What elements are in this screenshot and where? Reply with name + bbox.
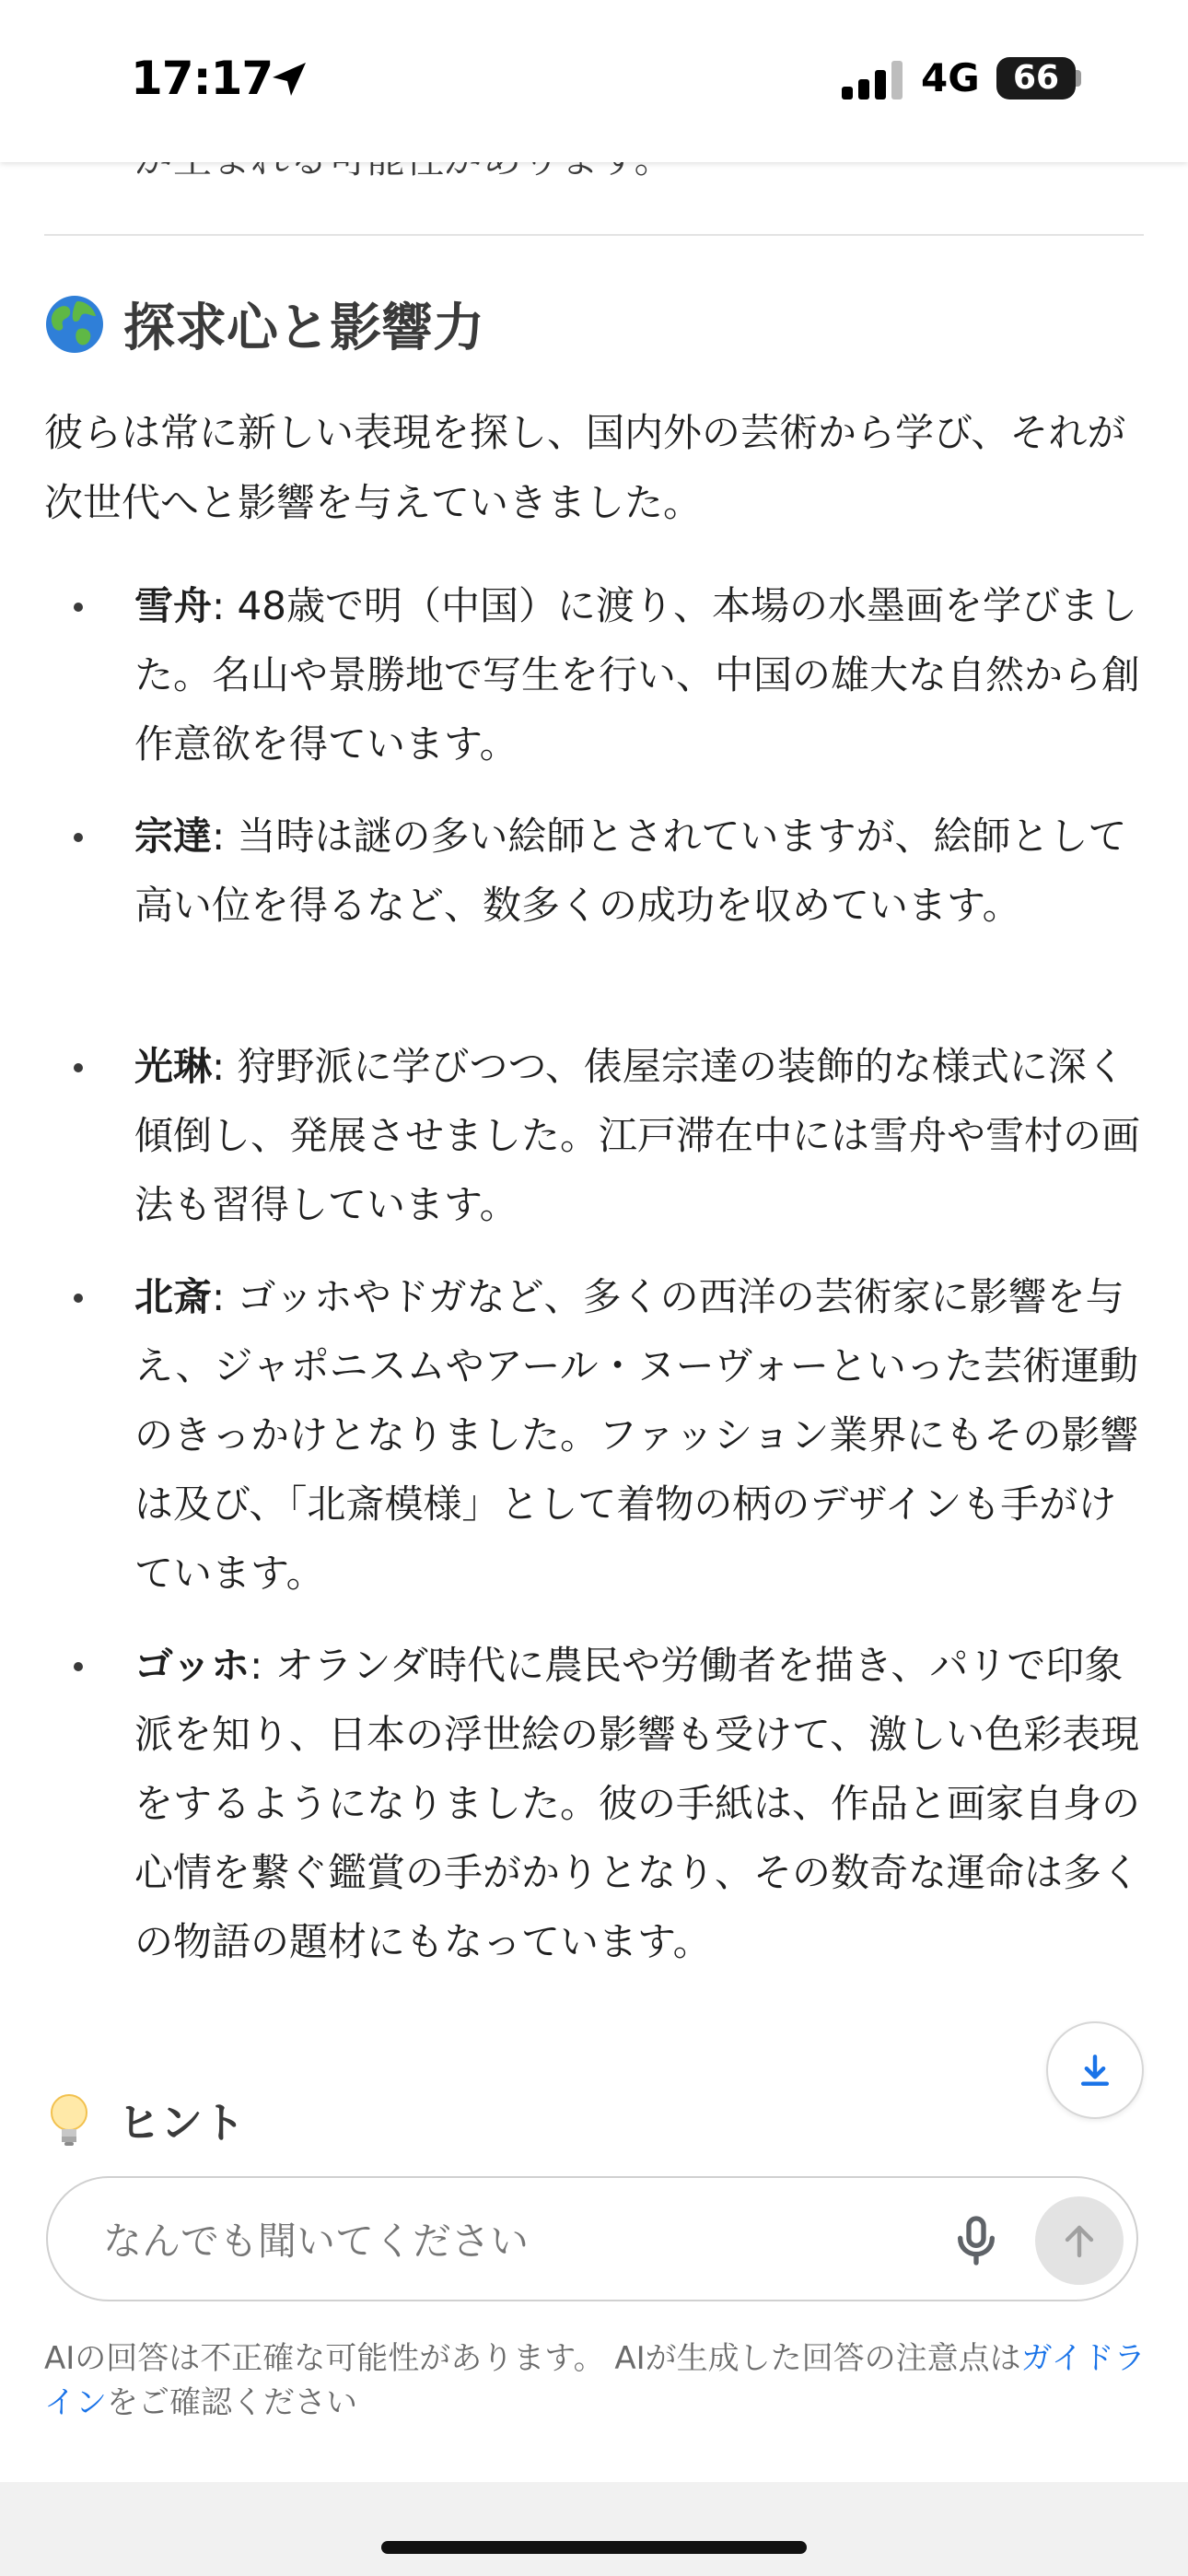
- artist-name: ゴッホ: [134, 1643, 250, 1688]
- list-item-text: [134, 1262, 1147, 1608]
- artist-description: : ゴッホやドガなど、多くの西洋の芸術家に影響を与え、ジャポニスムやアール・ヌーヴォーといった芸術運動のきっかけとなりました。ファッション業界にもその影響は及び、「北斎模様」として着物の柄のデザインも手がけています。: [134, 1274, 1139, 1596]
- scroll-to-bottom-button[interactable]: [1046, 2021, 1144, 2119]
- signal-bars-icon: [842, 61, 904, 100]
- list-item-text: [134, 1631, 1147, 1976]
- chat-input-box: [46, 2176, 1138, 2301]
- battery-icon: [996, 57, 1076, 100]
- send-button[interactable]: [1035, 2196, 1124, 2285]
- chat-input[interactable]: [103, 2219, 932, 2264]
- download-arrow-icon: [1075, 2050, 1115, 2090]
- divider: [44, 234, 1144, 236]
- list-item-text: [134, 802, 1147, 940]
- hint-heading: [48, 2088, 245, 2152]
- bullet-icon: [74, 1063, 83, 1072]
- battery-cap: [1076, 70, 1081, 87]
- status-bar: [0, 0, 1188, 162]
- disclaimer-suffix: をご確認ください: [107, 2384, 357, 2421]
- lightbulb-icon: [48, 2092, 90, 2148]
- artist-name: 北斎: [134, 1274, 213, 1319]
- artist-description: : オランダ時代に農民や労働者を描き、パリで印象派を知り、日本の浮世絵の影響も受けて、激しい色彩表現をするようになりました。彼の手紙は、作品と画家自身の心情を繋ぐ鑑賞の手がかりとなり、その数奇な運命は多くの物語の題材にもなっています。: [134, 1643, 1141, 1964]
- bullet-icon: [74, 1662, 83, 1671]
- globe-icon: [44, 294, 105, 355]
- artist-description: : 48歳で明（中国）に渡り、本場の水墨画を学びました。名山や景勝地で写生を行い、中国の雄大な自然から創作意欲を得ています。: [134, 583, 1141, 767]
- disclaimer: [44, 2336, 1149, 2425]
- artist-name: 雪舟: [134, 583, 213, 628]
- home-indicator[interactable]: [381, 2541, 807, 2554]
- microphone-icon[interactable]: [947, 2211, 1006, 2270]
- artist-name: 光琳: [134, 1044, 213, 1089]
- arrow-up-icon: [1057, 2219, 1101, 2263]
- bullet-icon: [74, 1294, 83, 1303]
- home-area: [0, 2482, 1188, 2576]
- list-item-text: [134, 571, 1147, 779]
- list-item-text: [134, 1032, 1147, 1239]
- location-arrow-icon: [267, 57, 311, 101]
- network-type: 4G: [921, 55, 980, 100]
- bullet-icon: [74, 833, 83, 842]
- artist-description: : 当時は謎の多い絵師とされていますが、絵師として高い位を得るなど、数多くの成功を収めています。: [134, 814, 1127, 928]
- section-heading: [44, 287, 484, 361]
- clock: 17:17: [131, 52, 274, 105]
- artist-name: 宗達: [134, 814, 213, 859]
- artist-description: : 狩野派に学びつつ、俵屋宗達の装飾的な様式に深く傾倒し、発展させました。江戸滞在中には雪舟や雪村の画法も習得しています。: [134, 1044, 1141, 1227]
- battery-level: 66: [1012, 59, 1060, 97]
- guideline-link[interactable]: ガイドライン: [44, 2340, 1146, 2421]
- section-title: 探求心と影響力: [123, 299, 484, 358]
- section-intro: 彼らは常に新しい表現を探し、国内外の芸術から学び、それが次世代へと影響を与えていきました。: [44, 410, 1126, 525]
- bullet-icon: [74, 603, 83, 612]
- disclaimer-text: AIの回答は不正確な可能性があります。 AIが生成した回答の注意点は: [44, 2340, 1021, 2377]
- hint-label: ヒント: [118, 2098, 245, 2148]
